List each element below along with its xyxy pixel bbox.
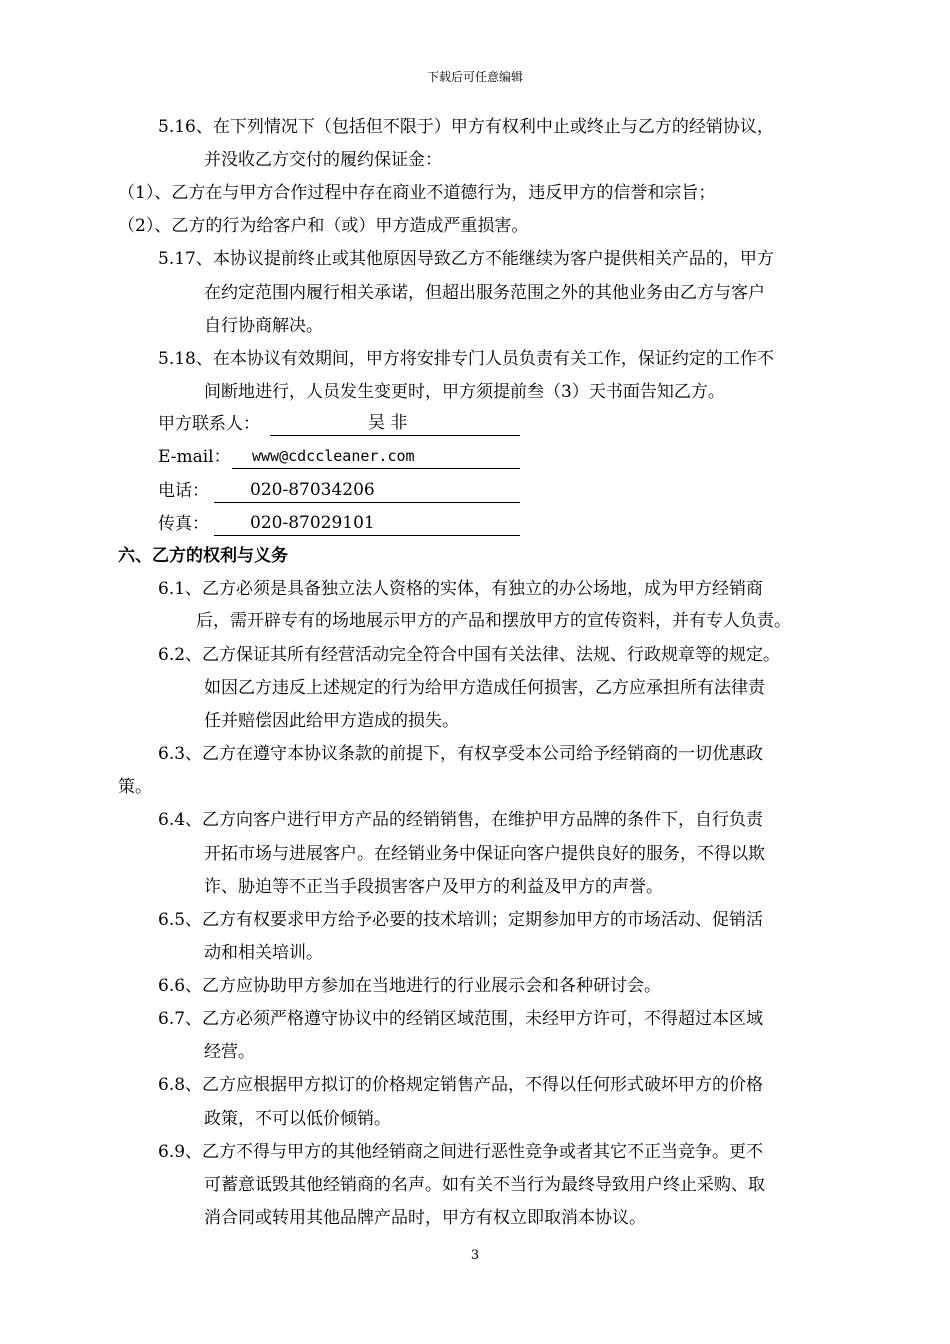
clause-line-c69b: 可蓄意诋毁其他经销商的名声。如有关不当行为最终导致用户终止采购、取 bbox=[204, 1175, 765, 1195]
fax-label: 传真： bbox=[158, 514, 209, 534]
clause-line-c516b: 并没收乙方交付的履约保证金： bbox=[204, 150, 442, 170]
clause-line-c517a: 5.17、本协议提前终止或其他原因导致乙方不能继续为客户提供相关产品的，甲方 bbox=[158, 249, 774, 269]
email-value: www@cdccleaner.com bbox=[252, 447, 415, 465]
clause-line-c68b: 政策，不可以低价倾销。 bbox=[204, 1109, 391, 1129]
section-6-title: 六、乙方的权利与义务 bbox=[118, 546, 288, 566]
clause-line-c69a: 6.9、乙方不得与甲方的其他经销商之间进行恶性竞争或者其它不正当竞争。更不 bbox=[158, 1142, 764, 1162]
page-header: 下载后可任意编辑 bbox=[426, 70, 523, 84]
clause-line-c61b: 后，需开辟专有的场地展示甲方的产品和摆放甲方的宣传资料，并有专人负责。 bbox=[196, 611, 791, 631]
clause-line-c516c: （1）、乙方在与甲方合作过程中存在商业不道德行为，违反甲方的信誉和宗旨； bbox=[118, 183, 716, 203]
phone-value: 020-87034206 bbox=[250, 480, 375, 500]
clause-line-c63a: 6.3、乙方在遵守本协议条款的前提下，有权享受本公司给予经销商的一切优惠政 bbox=[158, 744, 764, 764]
clause-line-c517b: 在约定范围内履行相关承诺，但超出服务范围之外的其他业务由乙方与客户 bbox=[204, 283, 765, 303]
page-number: 3 bbox=[470, 1248, 480, 1263]
clause-line-c516d: （2）、乙方的行为给客户和（或）甲方造成严重损害。 bbox=[118, 216, 529, 236]
clause-line-c68a: 6.8、乙方应根据甲方拟订的价格规定销售产品，不得以任何形式破坏甲方的价格 bbox=[158, 1075, 764, 1095]
phone-label: 电话： bbox=[158, 481, 209, 501]
clause-line-c67b: 经营。 bbox=[204, 1042, 255, 1062]
clause-line-c64a: 6.4、乙方向客户进行甲方产品的经销销售，在维护甲方品牌的条件下，自行负责 bbox=[158, 810, 764, 830]
clause-line-c64b: 开拓市场与进展客户。在经销业务中保证向客户提供良好的服务，不得以欺 bbox=[204, 844, 765, 864]
clause-line-c63b: 策。 bbox=[118, 777, 152, 797]
clause-line-c517c: 自行协商解决。 bbox=[204, 316, 323, 336]
clause-line-c62a: 6.2、乙方保证其所有经营活动完全符合中国有关法律、法规、行政规章等的规定。 bbox=[158, 645, 781, 665]
clause-line-c66a: 6.6、乙方应协助甲方参加在当地进行的行业展示会和各种研讨会。 bbox=[158, 976, 662, 996]
clause-line-c69c: 消合同或转用其他品牌产品时，甲方有权立即取消本协议。 bbox=[204, 1208, 646, 1228]
clause-line-c64c: 诈、胁迫等不正当手段损害客户及甲方的利益及甲方的声誉。 bbox=[204, 877, 663, 897]
clause-line-c518a: 5.18、在本协议有效期间，甲方将安排专门人员负责有关工作，保证约定的工作不 bbox=[158, 349, 774, 369]
email-label: E-mail： bbox=[158, 447, 231, 467]
fax-value: 020-87029101 bbox=[250, 513, 375, 533]
clause-line-c65b: 动和相关培训。 bbox=[204, 943, 323, 963]
clause-line-c65a: 6.5、乙方有权要求甲方给予必要的技术培训；定期参加甲方的市场活动、促销活 bbox=[158, 910, 764, 930]
contact-person-label: 甲方联系人： bbox=[158, 414, 260, 434]
clause-line-c516a: 5.16、在下列情况下（包括但不限于）甲方有权利中止或终止与乙方的经销协议， bbox=[158, 117, 774, 137]
contact-person-value: 吴 非 bbox=[368, 413, 408, 433]
clause-line-c62b: 如因乙方违反上述规定的行为给甲方造成任何损害，乙方应承担所有法律责 bbox=[204, 678, 765, 698]
clause-line-c61a: 6.1、乙方必须是具备独立法人资格的实体，有独立的办公场地，成为甲方经销商 bbox=[158, 579, 764, 599]
clause-line-c518b: 间断地进行，人员发生变更时，甲方须提前叁（3）天书面告知乙方。 bbox=[204, 382, 725, 402]
clause-line-c62c: 任并赔偿因此给甲方造成的损失。 bbox=[204, 711, 459, 731]
clause-line-c67a: 6.7、乙方必须严格遵守协议中的经销区域范围，未经甲方许可，不得超过本区域 bbox=[158, 1009, 764, 1029]
